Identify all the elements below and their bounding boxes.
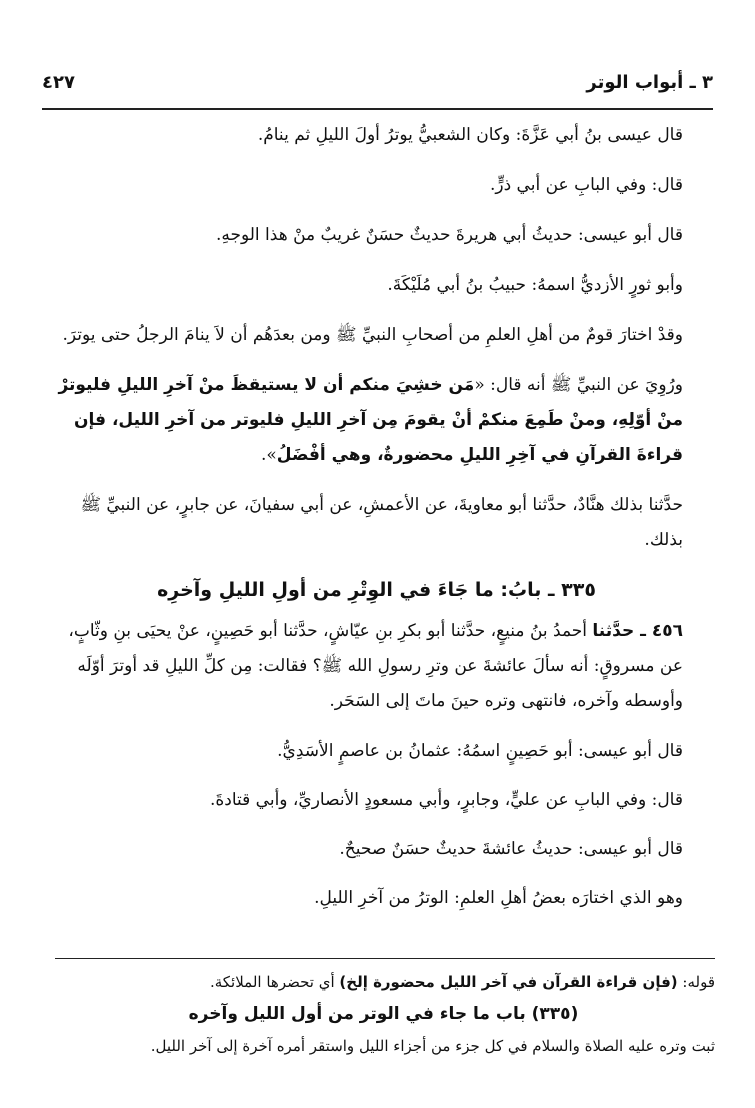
paragraph-7: حدَّثنا بذلك هنَّادٌ، حدَّثنا أبو معاويةَ، عن الأعمشِ، عن أبي سفيانَ، عن جابرٍ، عن النبيِّ ﷺ بذلك. <box>80 495 683 550</box>
section-title: ٣٣٥ ـ بابُ: ما جَاءَ في الوِتْرِ من أولِ الليلِ وآخرِه <box>157 579 596 601</box>
running-header <box>42 66 713 106</box>
footnotes <box>52 966 715 1062</box>
paragraph-11: وهو الذي اختارَه بعضُ أهلِ العلمِ: الوترُ من آخرِ الليلِ. <box>314 888 683 908</box>
paragraph-3: قال أبو عيسى: حديثُ أبي هريرةَ حديثٌ حسَنٌ غريبٌ منْ هذا الوجهِ. <box>215 225 683 245</box>
paragraph-8: قال أبو عيسى: أبو حَصِينٍ اسمُهُ: عثمانُ بن عاصمٍ الأسَدِيُّ. <box>277 741 683 761</box>
main-text <box>46 118 707 930</box>
footnote-rule <box>55 958 715 959</box>
footnote-section-title: (٣٣٥) باب ما جاء في الوتر من أول الليل وآخره <box>188 1004 579 1024</box>
hadith-text: مَن خشِيَ منكم أن لا يستيقظَ منْ آخرِ الليلِ فليوترْ منْ أوّلِهِ، ومنْ طَمِعَ منكمْ أنْ يقومَ مِن آخرِ الليلِ فليوتر من آخرِ الليل، فإن قراءةَ القرآنِ في آخِرِ الليلِ محضورةٌ، وهي أفْضَلُ <box>58 375 683 465</box>
footnote-1-lead: قوله: <box>677 973 715 991</box>
paragraph-6 <box>46 368 707 473</box>
paragraph-1: قال عيسى بنُ أبي عَزَّةَ: وكان الشعبيُّ يوترُ أولَ الليلِ ثم ينامُ. <box>257 125 683 145</box>
footnote-1 <box>52 966 715 998</box>
hadith-456-text: أحمدُ بنُ منيعٍ، حدَّثنا أبو بكرِ بنِ عيّاشٍ، حدَّثنا أبو حَصِينٍ، عنْ يحيَى بنِ وثّابٍ، عن مسروقٍ: أنه سألَ عائشةَ عن وترِ رسولِ الله ﷺ؟ فقالت: مِن كلِّ الليلِ قد أوترَ أوّلَه وأوسطه وآخره، فانتهى وتره حينَ ماتَ إلى السَحَر. <box>68 621 683 711</box>
hadith-number: ٤٥٦ ـ حدَّثنا <box>592 621 683 641</box>
page-number: ٤٢٧ <box>42 72 75 93</box>
footnote-2: ثبت وتره عليه الصلاة والسلام في كل جزء من أجزاء الليل واستقر أمره آخرة إلى آخر الليل. <box>150 1037 715 1055</box>
header-rule <box>42 108 713 110</box>
chapter-title: ٣ ـ أبواب الوتر <box>586 72 713 93</box>
hadith-intro: ورُوِيَ عن النبيِّ ﷺ أنه قال: « <box>474 375 683 395</box>
paragraph-9: قال: وفي البابِ عن عليٍّ، وجابرٍ، وأبي مسعودٍ الأنصاريِّ، وأبي قتادةَ. <box>209 790 683 810</box>
paragraph-4: وأبو ثورٍ الأزديُّ اسمهُ: حبيبُ بنُ أبي مُلَيْكَةَ. <box>387 275 683 295</box>
paragraph-5: وقدْ اختارَ قومٌ من أهلِ العلمِ من أصحابِ النبيِّ ﷺ ومن بعدَهُم أن لاَ ينامَ الرجلُ حتى يوترَ. <box>62 325 683 345</box>
hadith-end: ». <box>260 445 277 465</box>
paragraph-10: قال أبو عيسى: حديثُ عائشةَ حديثٌ حسَنٌ صحيحٌ. <box>339 839 683 859</box>
hadith-456 <box>46 614 707 719</box>
footnote-1-quote: (فإن قراءة القرآن في آخر الليل محضورة إلخ) <box>339 973 678 991</box>
paragraph-2: قال: وفي البابِ عن أبي ذرٍّ. <box>489 175 683 195</box>
footnote-1-rest: أي تحضرها الملائكة. <box>209 973 340 991</box>
